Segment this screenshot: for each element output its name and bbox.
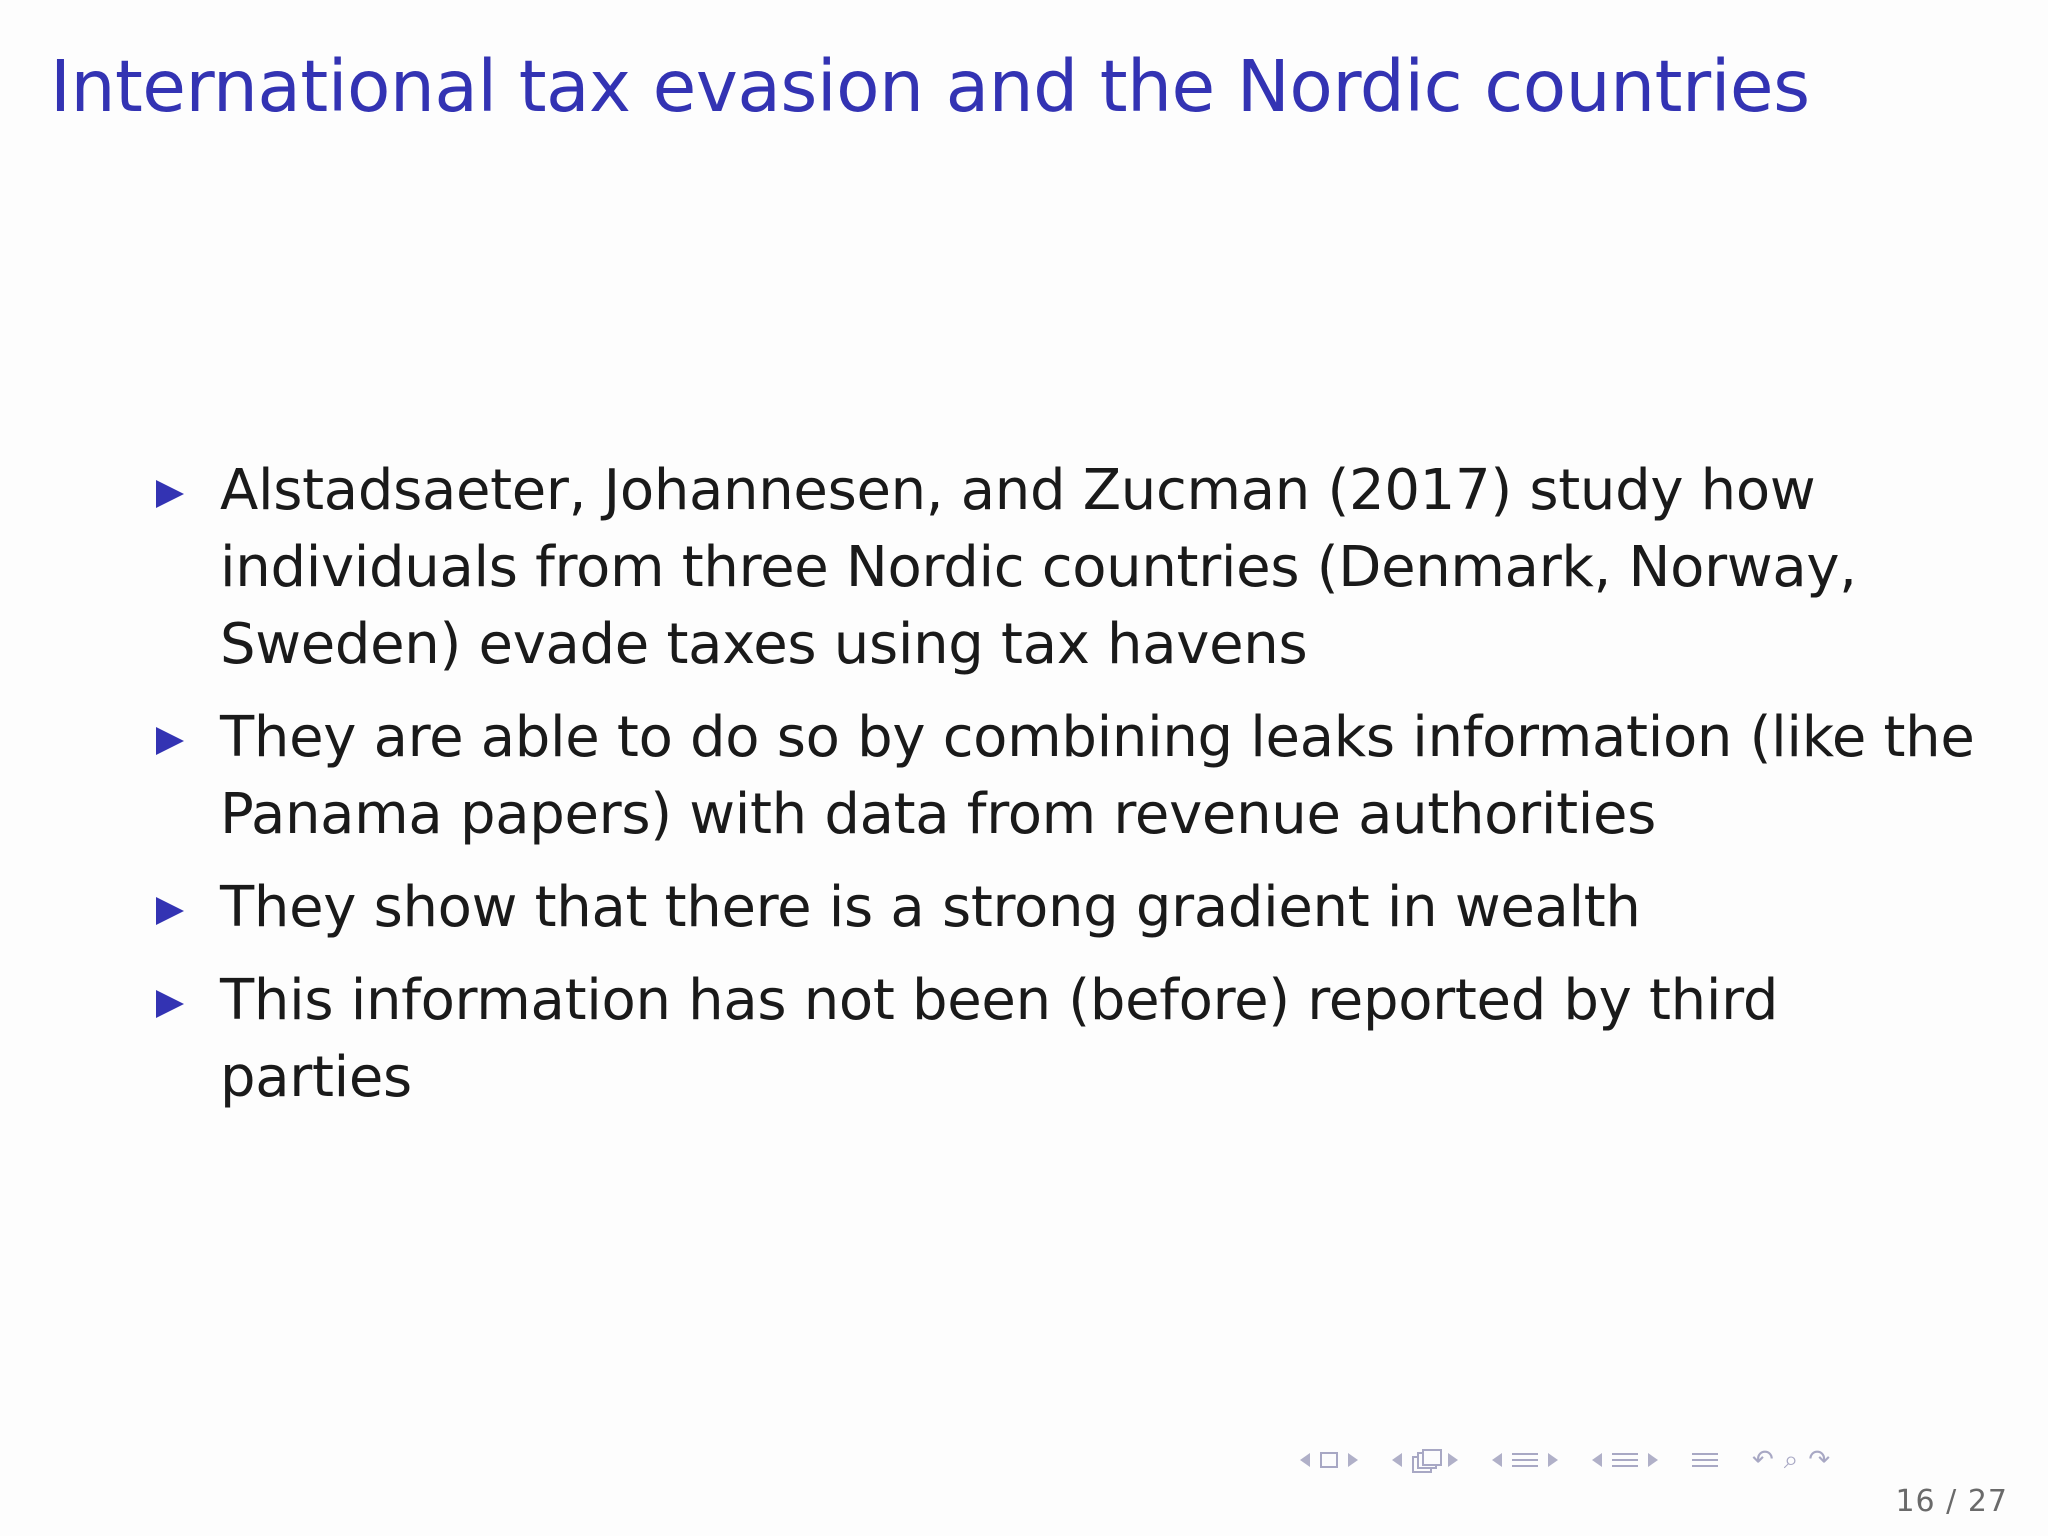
nav-toc-icon[interactable] — [1612, 1453, 1638, 1467]
nav-next-arrow-icon[interactable] — [1448, 1453, 1458, 1467]
nav-prev-arrow-icon[interactable] — [1592, 1453, 1602, 1467]
slide-title: International tax evasion and the Nordic countries — [50, 45, 1810, 128]
bullet-text: This information has not been (before) reported by third parties — [220, 968, 1779, 1110]
nav-document-group — [1692, 1453, 1718, 1467]
nav-prev-arrow-icon[interactable] — [1300, 1453, 1310, 1467]
bullet-list — [156, 452, 1976, 1132]
nav-redo-icon[interactable]: ↷ — [1808, 1445, 1831, 1475]
bullet-text: They show that there is a strong gradient in wealth — [220, 875, 1641, 940]
triangle-bullet-icon — [156, 897, 184, 925]
nav-subsection-icon[interactable] — [1412, 1449, 1438, 1471]
nav-section-icon[interactable] — [1512, 1453, 1538, 1467]
page-number: 16 / 27 — [1895, 1484, 2008, 1519]
nav-next-arrow-icon[interactable] — [1648, 1453, 1658, 1467]
nav-part-group — [1592, 1453, 1658, 1467]
nav-undo-icon[interactable]: ↶ — [1752, 1445, 1774, 1475]
nav-section-group — [1492, 1453, 1558, 1467]
beamer-navigation-bar — [1300, 1444, 2030, 1476]
triangle-bullet-icon — [156, 480, 184, 508]
nav-prev-arrow-icon[interactable] — [1492, 1453, 1502, 1467]
bullet-text: They are able to do so by combining leaks information (like the Panama papers) with data from revenue authorities — [220, 705, 1975, 847]
nav-next-arrow-icon[interactable] — [1548, 1453, 1558, 1467]
triangle-bullet-icon — [156, 727, 184, 755]
nav-frame-group — [1300, 1452, 1358, 1468]
bullet-item-2 — [156, 699, 1976, 853]
bullet-text: Alstadsaeter, Johannesen, and Zucman (2017) study how individuals from three Nordic countries (Denmark, Norway, Sweden) evade taxes using tax havens — [220, 458, 1857, 677]
nav-toc-icon[interactable] — [1692, 1453, 1718, 1467]
nav-next-arrow-icon[interactable] — [1348, 1453, 1358, 1467]
nav-history-group — [1752, 1447, 1830, 1473]
nav-subsection-group — [1392, 1449, 1458, 1471]
nav-search-icon[interactable]: ⌕ — [1783, 1445, 1799, 1475]
bullet-item-3 — [156, 869, 1976, 946]
bullet-item-4 — [156, 962, 1976, 1116]
bullet-item-1 — [156, 452, 1976, 683]
nav-frame-icon[interactable] — [1320, 1452, 1338, 1468]
triangle-bullet-icon — [156, 990, 184, 1018]
nav-prev-arrow-icon[interactable] — [1392, 1453, 1402, 1467]
